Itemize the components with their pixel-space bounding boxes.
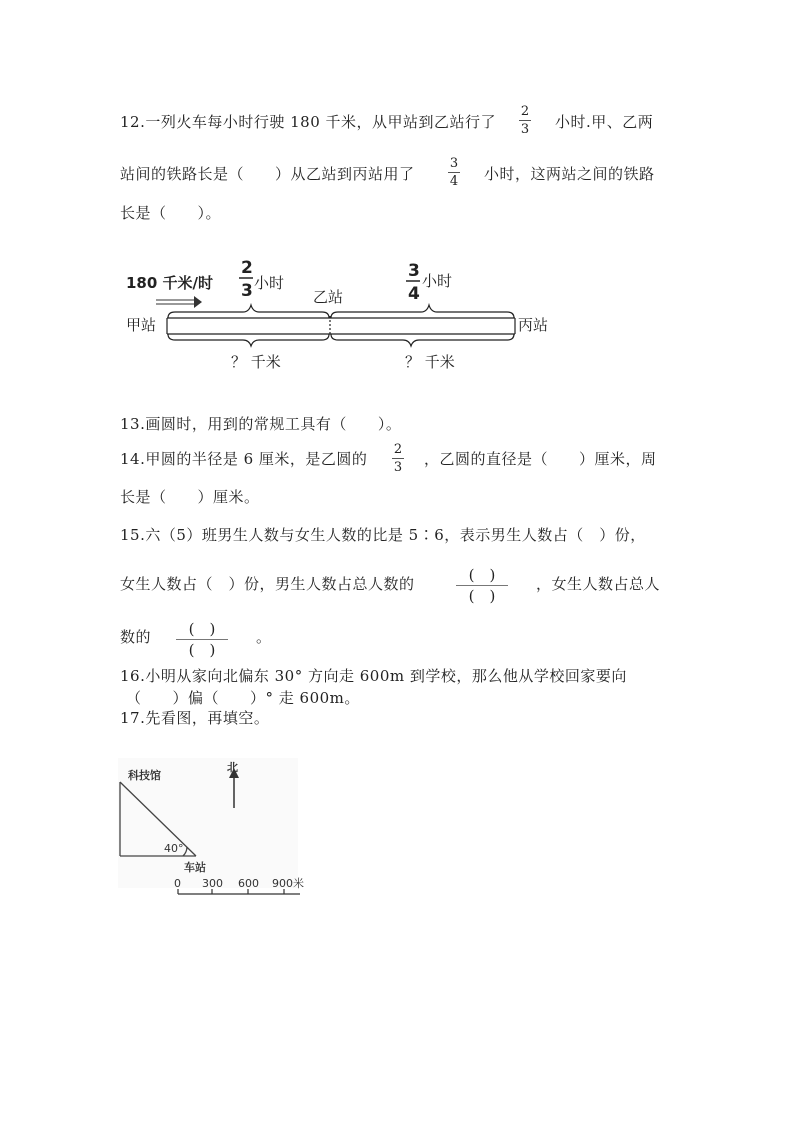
q12-line3-text: 长是（ ）。 xyxy=(120,204,222,222)
angle-label: 40° xyxy=(164,842,184,855)
q15-line1-text: 15.六（5）班男生人数与女生人数的比是 5∶6，表示男生人数占（ ）份， xyxy=(120,526,646,544)
q15-line3-tail: 。 xyxy=(256,628,272,646)
blank-numerator: ( ) xyxy=(188,620,216,638)
scale-tick-600: 600 xyxy=(238,877,259,890)
fraction-numerator: 3 xyxy=(449,156,459,171)
fraction-numerator: 2 xyxy=(393,442,403,457)
fraction-numerator: 2 xyxy=(520,104,530,119)
unknown-distance-b: ？ 千米 xyxy=(405,353,455,371)
station-jia-label: 甲站 xyxy=(126,316,157,334)
q15-line3-text: 数的 xyxy=(120,628,152,646)
fraction-b-denominator: 4 xyxy=(408,284,420,304)
blank-denominator: ( ) xyxy=(468,587,496,605)
scale-tick-300: 300 xyxy=(202,877,223,890)
blank-numerator: ( ) xyxy=(468,566,496,584)
fraction-a-denominator: 3 xyxy=(241,281,253,301)
north-label: 北 xyxy=(227,761,238,774)
q14-line2-text: 长是（ ）厘米。 xyxy=(120,488,260,506)
chezhan-label: 车站 xyxy=(184,861,206,874)
q15-line2-tail: ，女生人数占总人 xyxy=(536,575,661,593)
unknown-distance-a: ？ 千米 xyxy=(231,353,281,371)
speed-label: 180 千米/时 xyxy=(126,274,214,292)
time-unit-b: 小时 xyxy=(422,272,453,290)
q12-line1-text: 12.一列火车每小时行驶 180 千米，从甲站到乙站行了 xyxy=(120,113,497,131)
kejiguan-label: 科技馆 xyxy=(128,769,161,782)
fraction-a-numerator: 2 xyxy=(241,258,253,278)
scale-tick-0: 0 xyxy=(174,877,181,890)
station-yi-label: 乙站 xyxy=(313,288,344,306)
station-bing-label: 丙站 xyxy=(518,316,549,334)
fraction-denominator: 3 xyxy=(520,122,530,137)
blank-denominator: ( ) xyxy=(188,641,216,659)
q12-line2-text: 站间的铁路长是（ ）从乙站到丙站用了 xyxy=(120,165,415,183)
q14-line1-tail: ，乙圆的直径是（ ）厘米，周 xyxy=(424,450,657,468)
q12-line2-tail: 小时，这两站之间的铁路 xyxy=(484,165,655,183)
fraction-denominator: 4 xyxy=(449,174,459,189)
q17-text: 17.先看图，再填空。 xyxy=(120,709,270,727)
scale-tick-900: 900米 xyxy=(272,877,304,890)
q16-line2-text: （ ）偏（ ）° 走 600m。 xyxy=(126,689,360,707)
q16-line1-text: 16.小明从家向北偏东 30° 方向走 600m 到学校，那么他从学校回家要向 xyxy=(120,667,627,685)
q13-text: 13.画圆时，用到的常规工具有（ ）。 xyxy=(120,415,402,433)
q15-line2-text: 女生人数占（ ）份，男生人数占总人数的 xyxy=(120,575,415,593)
fraction-denominator: 3 xyxy=(393,460,403,475)
fraction-b-numerator: 3 xyxy=(408,261,420,281)
time-unit-a: 小时 xyxy=(254,274,285,292)
q14-line1-text: 14.甲圆的半径是 6 厘米，是乙圆的 xyxy=(120,450,368,468)
q12-line1-tail: 小时.甲、乙两 xyxy=(555,113,654,131)
